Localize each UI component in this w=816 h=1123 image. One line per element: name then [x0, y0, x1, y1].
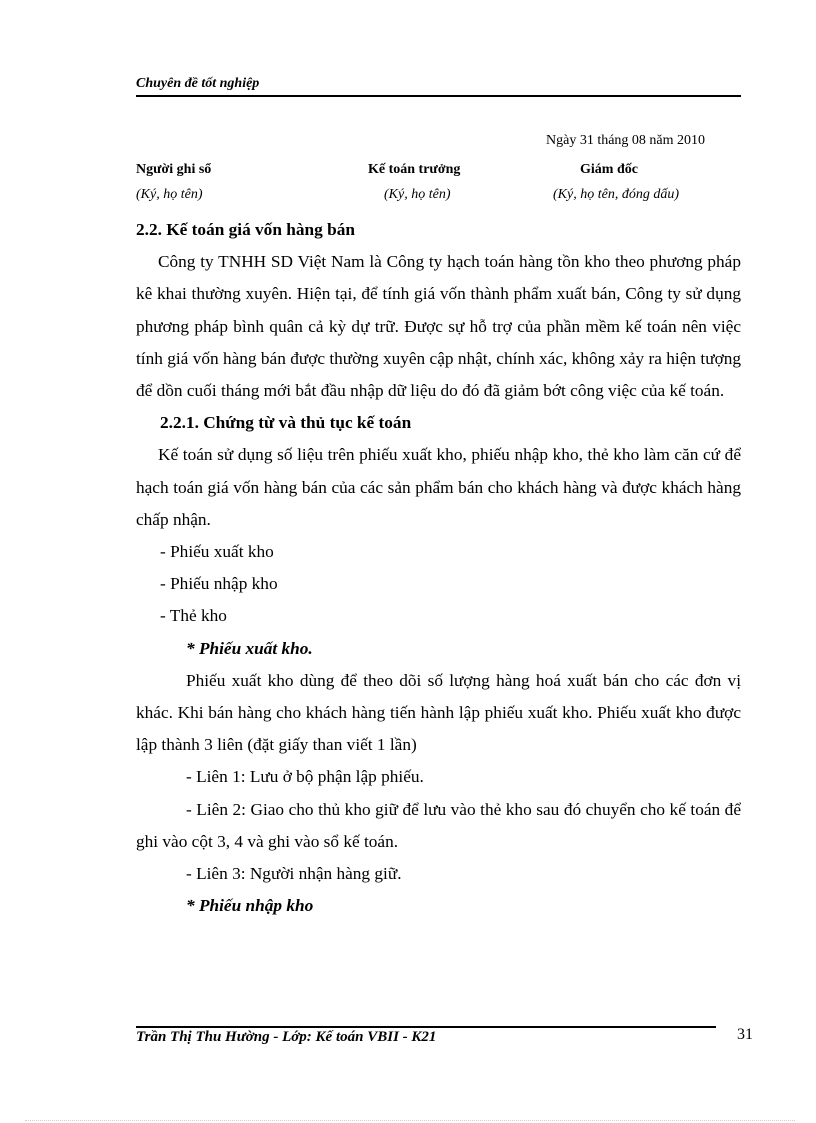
section-heading: 2.2. Kế toán giá vốn hàng bán [136, 220, 355, 239]
subsection-heading: 2.2.1. Chứng từ và thủ tục kế toán [160, 413, 412, 433]
recorder-note: (Ký, họ tên) [136, 187, 203, 202]
page-number: 31 [737, 1026, 753, 1043]
list-item: - Thẻ kho [160, 606, 227, 626]
header-rule [136, 95, 741, 97]
export-slip-paragraph: Phiếu xuất kho dùng để theo dõi số lượng hàng hoá xuất bán cho các đơn vị khác. Khi bán hàng cho khách hàng tiến hành lập phiếu xuất kho. Phiếu xuất kho được lập thành 3 liên (đặt giấy than viết 1 lần) [136, 670, 741, 755]
page-bottom-divider [25, 1120, 795, 1121]
director-note: (Ký, họ tên, đóng dấu) [553, 187, 679, 202]
intro-paragraph: Công ty TNHH SD Việt Nam là Công ty hạch toán hàng tồn kho theo phương pháp kê khai thường xuyên. Hiện tại, để tính giá vốn thành phẩm xuất bán, Công ty sử dụng phương pháp bình quân cả kỳ dự trữ. Được sự hỗ trợ của phần mềm kế toán nên việc tính giá vốn hàng bán được thường xuyên cập nhật, chính xác, không xảy ra hiện tượng để dồn cuối tháng mới bắt đầu nhập dữ liệu do đó đã giảm bớt công việc của kế toán. [136, 252, 741, 401]
copy-2: - Liên 2: Giao cho thủ kho giữ để lưu vào thẻ kho sau đó chuyển cho kế toán để ghi vào cột 3, 4 và ghi vào sổ kế toán. [136, 799, 741, 851]
list-item: - Phiếu xuất kho [160, 542, 274, 562]
import-slip-heading: * Phiếu nhập kho [186, 896, 314, 916]
director-title: Giám đốc [580, 162, 638, 177]
header-title: Chuyên đề tốt nghiệp [136, 76, 260, 91]
footer-author-line: Trần Thị Thu Hường - Lớp: Kế toán VBII - K21 [136, 1029, 437, 1045]
footer-rule [136, 1026, 716, 1028]
chief-accountant-title: Kế toán trưởng [368, 162, 461, 177]
chief-accountant-note: (Ký, họ tên) [384, 187, 451, 202]
list-item: - Phiếu nhập kho [160, 574, 278, 594]
copy-1: - Liên 1: Lưu ở bộ phận lập phiếu. [186, 767, 424, 787]
copy-3: - Liên 3: Người nhận hàng giữ. [186, 864, 402, 884]
documents-paragraph: Kế toán sử dụng số liệu trên phiếu xuất kho, phiếu nhập kho, thẻ kho làm căn cứ để hạch toán giá vốn hàng bán của các sản phẩm bán cho khách hàng và được khách hàng chấp nhận. [136, 445, 741, 529]
recorder-title: Người ghi sổ [136, 162, 212, 177]
export-slip-heading: * Phiếu xuất kho. [186, 638, 313, 658]
signature-date: Ngày 31 tháng 08 năm 2010 [546, 133, 706, 148]
document-body [136, 214, 741, 922]
